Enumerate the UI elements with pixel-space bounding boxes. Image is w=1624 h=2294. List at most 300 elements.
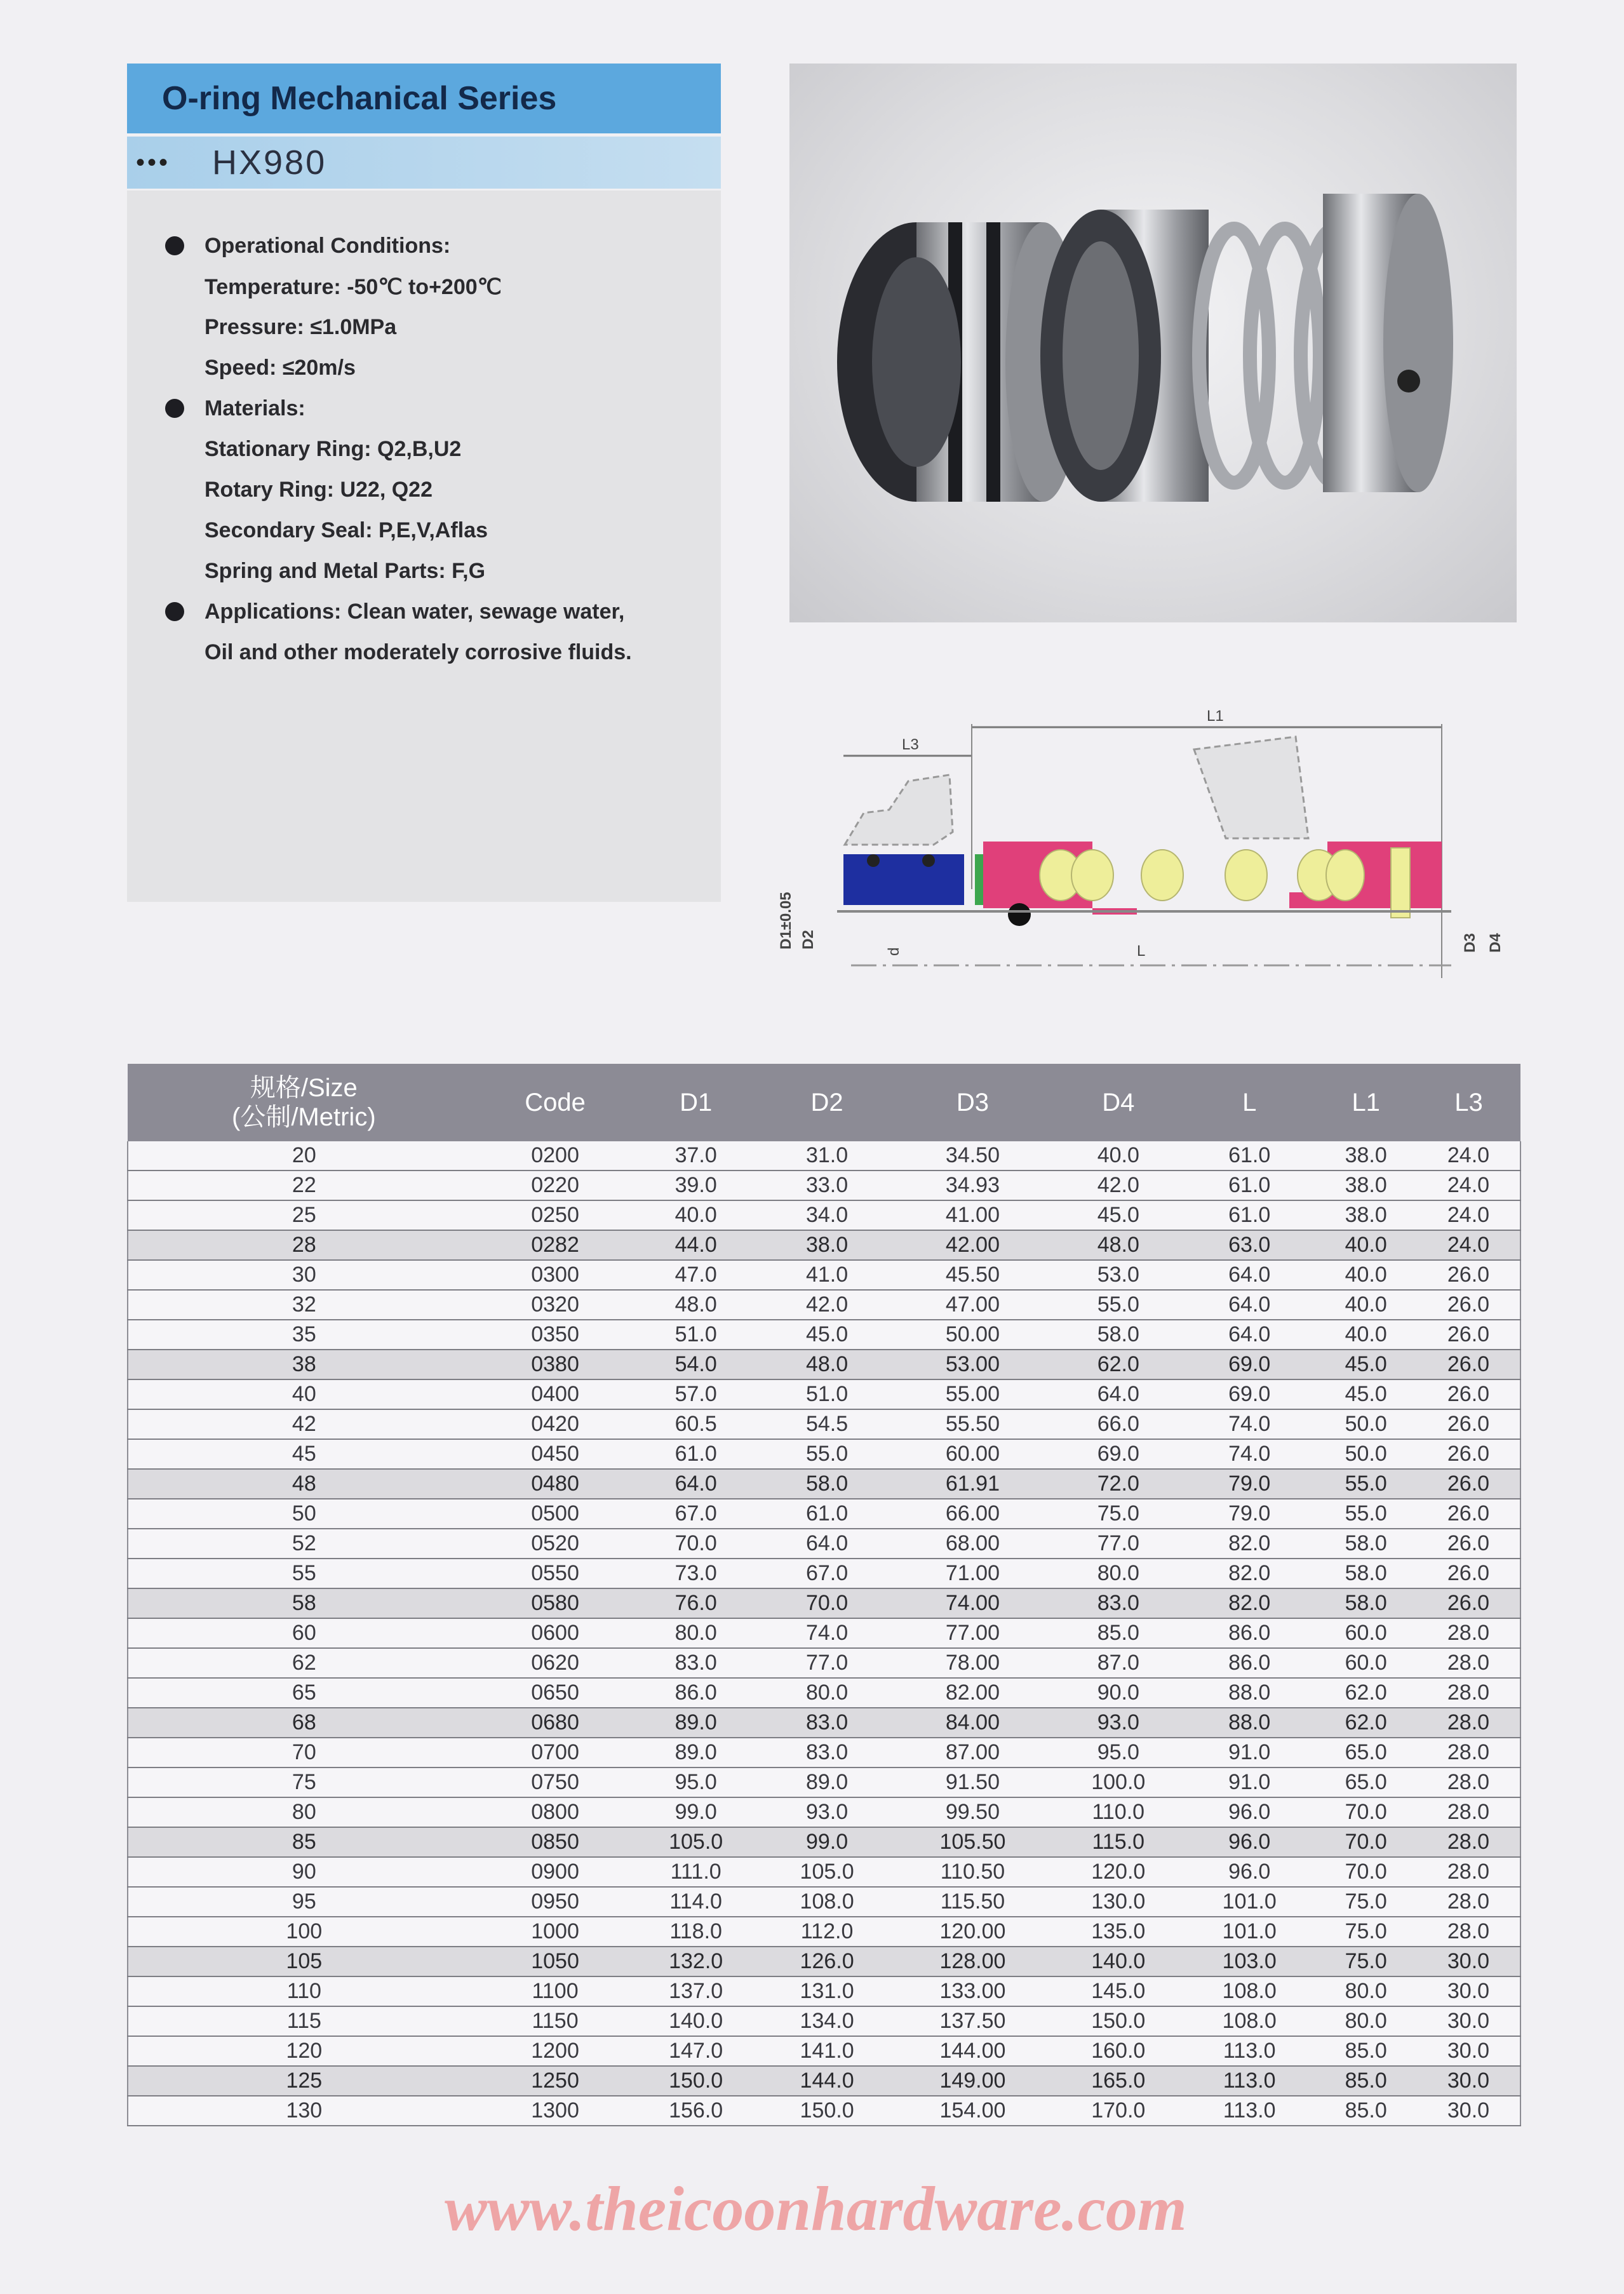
mechanical-seal-image bbox=[789, 64, 1517, 622]
table-cell: 82.0 bbox=[1184, 1588, 1315, 1618]
series-title: O-ring Mechanical Series bbox=[162, 80, 557, 117]
table-cell: 0220 bbox=[480, 1170, 631, 1200]
table-cell: 75.0 bbox=[1053, 1499, 1184, 1529]
table-cell: 38 bbox=[128, 1350, 480, 1379]
temperature: Temperature: -50℃ to+200℃ bbox=[205, 275, 502, 299]
table-cell: 62.0 bbox=[1315, 1708, 1417, 1738]
table-cell: 93.0 bbox=[1053, 1708, 1184, 1738]
table-cell: 68.00 bbox=[892, 1529, 1052, 1559]
table-cell: 50.00 bbox=[892, 1320, 1052, 1350]
table-cell: 0750 bbox=[480, 1767, 631, 1797]
table-cell: 66.0 bbox=[1053, 1409, 1184, 1439]
table-cell: 60.00 bbox=[892, 1439, 1052, 1469]
model-name: HX980 bbox=[212, 144, 327, 182]
dim-d2-label: D2 bbox=[800, 930, 817, 949]
table-cell: 87.0 bbox=[1053, 1648, 1184, 1678]
table-cell: 85.0 bbox=[1315, 2096, 1417, 2126]
table-cell: 80 bbox=[128, 1797, 480, 1827]
table-row bbox=[128, 1917, 1520, 1947]
table-cell: 0620 bbox=[480, 1648, 631, 1678]
seal-cross-section-diagram bbox=[762, 699, 1524, 978]
table-cell: 132.0 bbox=[630, 1947, 761, 1976]
table-cell: 115.0 bbox=[1053, 1827, 1184, 1857]
table-cell: 55.0 bbox=[762, 1439, 892, 1469]
table-cell: 85.0 bbox=[1053, 1618, 1184, 1648]
table-row bbox=[128, 1648, 1520, 1678]
table-cell: 30.0 bbox=[1417, 1947, 1520, 1976]
table-cell: 61.0 bbox=[762, 1499, 892, 1529]
table-cell: 83.0 bbox=[762, 1738, 892, 1767]
table-cell: 55.50 bbox=[892, 1409, 1052, 1439]
table-cell: 95 bbox=[128, 1887, 480, 1917]
table-cell: 60 bbox=[128, 1618, 480, 1648]
table-row bbox=[128, 1260, 1520, 1290]
table-cell: 61.91 bbox=[892, 1469, 1052, 1499]
table-cell: 99.0 bbox=[762, 1827, 892, 1857]
table-cell: 156.0 bbox=[630, 2096, 761, 2126]
table-cell: 1200 bbox=[480, 2036, 631, 2066]
table-cell: 86.0 bbox=[630, 1678, 761, 1708]
model-bar bbox=[127, 137, 721, 189]
table-cell: 82.0 bbox=[1184, 1559, 1315, 1588]
table-cell: 40 bbox=[128, 1379, 480, 1409]
table-cell: 95.0 bbox=[630, 1767, 761, 1797]
table-cell: 44.0 bbox=[630, 1230, 761, 1260]
table-cell: 71.00 bbox=[892, 1559, 1052, 1588]
table-cell: 26.0 bbox=[1417, 1559, 1520, 1588]
table-cell: 145.0 bbox=[1053, 1976, 1184, 2006]
table-cell: 100 bbox=[128, 1917, 480, 1947]
table-cell: 114.0 bbox=[630, 1887, 761, 1917]
table-cell: 70.0 bbox=[1315, 1797, 1417, 1827]
table-cell: 30.0 bbox=[1417, 2036, 1520, 2066]
table-row bbox=[128, 1230, 1520, 1260]
table-cell: 93.0 bbox=[762, 1797, 892, 1827]
table-cell: 24.0 bbox=[1417, 1200, 1520, 1230]
table-cell: 52 bbox=[128, 1529, 480, 1559]
table-cell: 62.0 bbox=[1315, 1678, 1417, 1708]
table-cell: 70.0 bbox=[1315, 1857, 1417, 1887]
table-cell: 1300 bbox=[480, 2096, 631, 2126]
table-row bbox=[128, 2036, 1520, 2066]
table-cell: 0900 bbox=[480, 1857, 631, 1887]
table-cell: 55.0 bbox=[1315, 1469, 1417, 1499]
table-cell: 96.0 bbox=[1184, 1857, 1315, 1887]
table-cell: 165.0 bbox=[1053, 2066, 1184, 2096]
table-row bbox=[128, 2006, 1520, 2036]
table-cell: 120.00 bbox=[892, 1917, 1052, 1947]
table-cell: 82.0 bbox=[1184, 1529, 1315, 1559]
table-cell: 64.0 bbox=[1184, 1260, 1315, 1290]
table-row bbox=[128, 1827, 1520, 1857]
table-cell: 0400 bbox=[480, 1379, 631, 1409]
table-cell: 40.0 bbox=[1315, 1320, 1417, 1350]
table-cell: 0420 bbox=[480, 1409, 631, 1439]
table-cell: 55.0 bbox=[1315, 1499, 1417, 1529]
table-cell: 48.0 bbox=[630, 1290, 761, 1320]
table-cell: 99.0 bbox=[630, 1797, 761, 1827]
table-cell: 47.00 bbox=[892, 1290, 1052, 1320]
table-cell: 135.0 bbox=[1053, 1917, 1184, 1947]
table-cell: 48 bbox=[128, 1469, 480, 1499]
table-cell: 90 bbox=[128, 1857, 480, 1887]
table-cell: 40.0 bbox=[1053, 1141, 1184, 1170]
table-cell: 100.0 bbox=[1053, 1767, 1184, 1797]
table-cell: 0480 bbox=[480, 1469, 631, 1499]
table-cell: 28 bbox=[128, 1230, 480, 1260]
table-cell: 28.0 bbox=[1417, 1767, 1520, 1797]
table-cell: 140.0 bbox=[1053, 1947, 1184, 1976]
dim-l-label: L bbox=[1137, 942, 1146, 960]
table-cell: 34.50 bbox=[892, 1141, 1052, 1170]
table-cell: 20 bbox=[128, 1141, 480, 1170]
table-cell: 40.0 bbox=[1315, 1290, 1417, 1320]
table-cell: 1150 bbox=[480, 2006, 631, 2036]
table-row bbox=[128, 1678, 1520, 1708]
table-cell: 141.0 bbox=[762, 2036, 892, 2066]
table-cell: 28.0 bbox=[1417, 1648, 1520, 1678]
table-cell: 0350 bbox=[480, 1320, 631, 1350]
table-cell: 61.0 bbox=[1184, 1141, 1315, 1170]
table-cell: 45.0 bbox=[1315, 1350, 1417, 1379]
table-cell: 30.0 bbox=[1417, 2006, 1520, 2036]
table-row bbox=[128, 1947, 1520, 1976]
table-cell: 61.0 bbox=[1184, 1200, 1315, 1230]
table-cell: 69.0 bbox=[1053, 1439, 1184, 1469]
table-cell: 80.0 bbox=[1053, 1559, 1184, 1588]
secondary-seal: Secondary Seal: P,E,V,Aflas bbox=[205, 518, 488, 542]
table-cell: 42.0 bbox=[762, 1290, 892, 1320]
table-cell: 110.0 bbox=[1053, 1797, 1184, 1827]
table-cell: 58.0 bbox=[1053, 1320, 1184, 1350]
table-cell: 65 bbox=[128, 1678, 480, 1708]
table-row bbox=[128, 1708, 1520, 1738]
table-cell: 34.93 bbox=[892, 1170, 1052, 1200]
table-cell: 57.0 bbox=[630, 1379, 761, 1409]
table-cell: 83.0 bbox=[630, 1648, 761, 1678]
table-cell: 60.0 bbox=[1315, 1618, 1417, 1648]
table-cell: 70.0 bbox=[1315, 1827, 1417, 1857]
table-cell: 85.0 bbox=[1315, 2036, 1417, 2066]
table-cell: 67.0 bbox=[762, 1559, 892, 1588]
table-cell: 0320 bbox=[480, 1290, 631, 1320]
table-cell: 83.0 bbox=[1053, 1588, 1184, 1618]
table-cell: 45.0 bbox=[1315, 1379, 1417, 1409]
table-cell: 65.0 bbox=[1315, 1767, 1417, 1797]
header-l1: L1 bbox=[1315, 1064, 1417, 1141]
table-cell: 26.0 bbox=[1417, 1350, 1520, 1379]
table-cell: 28.0 bbox=[1417, 1857, 1520, 1887]
operational-heading: Operational Conditions: bbox=[205, 234, 451, 258]
table-row bbox=[128, 1588, 1520, 1618]
table-cell: 85 bbox=[128, 1827, 480, 1857]
table-cell: 75.0 bbox=[1315, 1947, 1417, 1976]
table-cell: 28.0 bbox=[1417, 1708, 1520, 1738]
table-cell: 134.0 bbox=[762, 2006, 892, 2036]
table-cell: 0650 bbox=[480, 1678, 631, 1708]
table-cell: 26.0 bbox=[1417, 1588, 1520, 1618]
table-cell: 0600 bbox=[480, 1618, 631, 1648]
table-cell: 0300 bbox=[480, 1260, 631, 1290]
table-cell: 70.0 bbox=[630, 1529, 761, 1559]
table-cell: 130.0 bbox=[1053, 1887, 1184, 1917]
table-cell: 35 bbox=[128, 1320, 480, 1350]
applications: Applications: Clean water, sewage water, bbox=[205, 600, 625, 624]
table-row bbox=[128, 1350, 1520, 1379]
table-cell: 55 bbox=[128, 1559, 480, 1588]
table-cell: 68 bbox=[128, 1708, 480, 1738]
table-cell: 147.0 bbox=[630, 2036, 761, 2066]
table-cell: 28.0 bbox=[1417, 1618, 1520, 1648]
table-cell: 51.0 bbox=[630, 1320, 761, 1350]
dim-d4-label: D4 bbox=[1487, 933, 1504, 953]
table-cell: 28.0 bbox=[1417, 1678, 1520, 1708]
table-cell: 128.00 bbox=[892, 1947, 1052, 1976]
table-cell: 77.0 bbox=[762, 1648, 892, 1678]
stationary-ring: Stationary Ring: Q2,B,U2 bbox=[205, 437, 462, 461]
table-cell: 76.0 bbox=[630, 1588, 761, 1618]
table-cell: 38.0 bbox=[1315, 1200, 1417, 1230]
table-cell: 75.0 bbox=[1315, 1887, 1417, 1917]
table-cell: 53.0 bbox=[1053, 1260, 1184, 1290]
table-row bbox=[128, 1379, 1520, 1409]
table-cell: 28.0 bbox=[1417, 1827, 1520, 1857]
table-row bbox=[128, 1857, 1520, 1887]
table-cell: 24.0 bbox=[1417, 1230, 1520, 1260]
table-cell: 86.0 bbox=[1184, 1618, 1315, 1648]
product-photo bbox=[789, 64, 1517, 622]
table-cell: 80.0 bbox=[630, 1618, 761, 1648]
header-l3: L3 bbox=[1417, 1064, 1520, 1141]
table-cell: 89.0 bbox=[630, 1708, 761, 1738]
table-cell: 115 bbox=[128, 2006, 480, 2036]
watermark: www.theicoonhardware.com bbox=[445, 2173, 1187, 2244]
table-cell: 137.50 bbox=[892, 2006, 1052, 2036]
table-cell: 150.0 bbox=[630, 2066, 761, 2096]
table-cell: 86.0 bbox=[1184, 1648, 1315, 1678]
table-cell: 45.0 bbox=[1053, 1200, 1184, 1230]
table-cell: 110 bbox=[128, 1976, 480, 2006]
table-cell: 30.0 bbox=[1417, 1976, 1520, 2006]
table-cell: 133.00 bbox=[892, 1976, 1052, 2006]
table-cell: 38.0 bbox=[1315, 1170, 1417, 1200]
table-cell: 64.0 bbox=[1184, 1320, 1315, 1350]
table-cell: 105.0 bbox=[762, 1857, 892, 1887]
table-cell: 88.0 bbox=[1184, 1678, 1315, 1708]
table-cell: 0520 bbox=[480, 1529, 631, 1559]
table-cell: 47.0 bbox=[630, 1260, 761, 1290]
table-cell: 111.0 bbox=[630, 1857, 761, 1887]
table-cell: 50 bbox=[128, 1499, 480, 1529]
table-cell: 108.0 bbox=[1184, 1976, 1315, 2006]
table-cell: 40.0 bbox=[1315, 1260, 1417, 1290]
table-cell: 55.00 bbox=[892, 1379, 1052, 1409]
table-cell: 26.0 bbox=[1417, 1379, 1520, 1409]
dim-l3-label: L3 bbox=[902, 736, 919, 753]
table-cell: 41.00 bbox=[892, 1200, 1052, 1230]
table-cell: 58.0 bbox=[1315, 1588, 1417, 1618]
table-cell: 1050 bbox=[480, 1947, 631, 1976]
table-cell: 26.0 bbox=[1417, 1290, 1520, 1320]
table-cell: 62.0 bbox=[1053, 1350, 1184, 1379]
table-row bbox=[128, 1439, 1520, 1469]
table-cell: 125 bbox=[128, 2066, 480, 2096]
table-cell: 40.0 bbox=[1315, 1230, 1417, 1260]
table-cell: 72.0 bbox=[1053, 1469, 1184, 1499]
table-cell: 91.50 bbox=[892, 1767, 1052, 1797]
table-cell: 50.0 bbox=[1315, 1439, 1417, 1469]
table-cell: 150.0 bbox=[1053, 2006, 1184, 2036]
table-cell: 0580 bbox=[480, 1588, 631, 1618]
table-cell: 70 bbox=[128, 1738, 480, 1767]
dots-icon: ••• bbox=[136, 148, 171, 177]
table-row bbox=[128, 1767, 1520, 1797]
table-cell: 108.0 bbox=[1184, 2006, 1315, 2036]
table-row bbox=[128, 1559, 1520, 1588]
table-cell: 87.00 bbox=[892, 1738, 1052, 1767]
table-cell: 82.00 bbox=[892, 1678, 1052, 1708]
rotary-ring: Rotary Ring: U22, Q22 bbox=[205, 478, 433, 502]
table-cell: 26.0 bbox=[1417, 1439, 1520, 1469]
table-cell: 126.0 bbox=[762, 1947, 892, 1976]
table-cell: 64.0 bbox=[1053, 1379, 1184, 1409]
table-cell: 83.0 bbox=[762, 1708, 892, 1738]
table-cell: 26.0 bbox=[1417, 1260, 1520, 1290]
table-cell: 84.00 bbox=[892, 1708, 1052, 1738]
table-cell: 149.00 bbox=[892, 2066, 1052, 2096]
table-cell: 28.0 bbox=[1417, 1797, 1520, 1827]
header-d3: D3 bbox=[892, 1064, 1052, 1141]
table-cell: 160.0 bbox=[1053, 2036, 1184, 2066]
table-cell: 26.0 bbox=[1417, 1469, 1520, 1499]
table-cell: 48.0 bbox=[762, 1350, 892, 1379]
table-cell: 60.5 bbox=[630, 1409, 761, 1439]
table-cell: 25 bbox=[128, 1200, 480, 1230]
table-row bbox=[128, 1797, 1520, 1827]
table-cell: 103.0 bbox=[1184, 1947, 1315, 1976]
table-cell: 42 bbox=[128, 1409, 480, 1439]
table-cell: 50.0 bbox=[1315, 1409, 1417, 1439]
table-cell: 0850 bbox=[480, 1827, 631, 1857]
dim-d3-label: D3 bbox=[1461, 933, 1479, 953]
table-row bbox=[128, 1976, 1520, 2006]
table-cell: 91.0 bbox=[1184, 1767, 1315, 1797]
table-cell: 67.0 bbox=[630, 1499, 761, 1529]
table-cell: 113.0 bbox=[1184, 2096, 1315, 2126]
table-cell: 144.0 bbox=[762, 2066, 892, 2096]
dim-d-label: d bbox=[885, 947, 903, 956]
bullet-icon bbox=[165, 602, 184, 621]
table-body bbox=[128, 1141, 1520, 2126]
table-cell: 75.0 bbox=[1315, 1917, 1417, 1947]
table-cell: 96.0 bbox=[1184, 1827, 1315, 1857]
table-row bbox=[128, 1738, 1520, 1767]
table-row bbox=[128, 1320, 1520, 1350]
table-cell: 105.0 bbox=[630, 1827, 761, 1857]
header-d4: D4 bbox=[1053, 1064, 1184, 1141]
table-cell: 77.00 bbox=[892, 1618, 1052, 1648]
table-cell: 80.0 bbox=[1315, 2006, 1417, 2036]
table-row bbox=[128, 1529, 1520, 1559]
table-cell: 26.0 bbox=[1417, 1499, 1520, 1529]
table-cell: 28.0 bbox=[1417, 1738, 1520, 1767]
table-cell: 150.0 bbox=[762, 2096, 892, 2126]
table-cell: 30 bbox=[128, 1260, 480, 1290]
table-cell: 101.0 bbox=[1184, 1887, 1315, 1917]
table-cell: 61.0 bbox=[1184, 1170, 1315, 1200]
table-row bbox=[128, 1469, 1520, 1499]
table-cell: 58.0 bbox=[1315, 1559, 1417, 1588]
table-cell: 118.0 bbox=[630, 1917, 761, 1947]
table-cell: 45.0 bbox=[762, 1320, 892, 1350]
table-cell: 0250 bbox=[480, 1200, 631, 1230]
table-cell: 131.0 bbox=[762, 1976, 892, 2006]
table-cell: 89.0 bbox=[762, 1767, 892, 1797]
table-cell: 115.50 bbox=[892, 1887, 1052, 1917]
table-cell: 80.0 bbox=[1315, 1976, 1417, 2006]
table-cell: 38.0 bbox=[762, 1230, 892, 1260]
table-row bbox=[128, 1200, 1520, 1230]
table-cell: 74.0 bbox=[762, 1618, 892, 1648]
speed: Speed: ≤20m/s bbox=[205, 356, 356, 380]
table-cell: 74.0 bbox=[1184, 1409, 1315, 1439]
table-row bbox=[128, 2066, 1520, 2096]
table-cell: 113.0 bbox=[1184, 2036, 1315, 2066]
table-row bbox=[128, 2096, 1520, 2126]
table-cell: 75 bbox=[128, 1767, 480, 1797]
table-cell: 37.0 bbox=[630, 1141, 761, 1170]
table-cell: 91.0 bbox=[1184, 1738, 1315, 1767]
table-cell: 42.00 bbox=[892, 1230, 1052, 1260]
table-cell: 64.0 bbox=[630, 1469, 761, 1499]
table-cell: 0950 bbox=[480, 1887, 631, 1917]
table-cell: 61.0 bbox=[630, 1439, 761, 1469]
table-cell: 79.0 bbox=[1184, 1499, 1315, 1529]
table-cell: 58 bbox=[128, 1588, 480, 1618]
table-cell: 101.0 bbox=[1184, 1917, 1315, 1947]
table-cell: 69.0 bbox=[1184, 1350, 1315, 1379]
table-cell: 137.0 bbox=[630, 1976, 761, 2006]
table-cell: 140.0 bbox=[630, 2006, 761, 2036]
table-cell: 0500 bbox=[480, 1499, 631, 1529]
table-cell: 31.0 bbox=[762, 1141, 892, 1170]
table-cell: 70.0 bbox=[762, 1588, 892, 1618]
header-code: Code bbox=[480, 1064, 631, 1141]
table-cell: 28.0 bbox=[1417, 1887, 1520, 1917]
table-cell: 34.0 bbox=[762, 1200, 892, 1230]
table-cell: 1250 bbox=[480, 2066, 631, 2096]
table-cell: 64.0 bbox=[1184, 1290, 1315, 1320]
table-row bbox=[128, 1887, 1520, 1917]
table-cell: 79.0 bbox=[1184, 1469, 1315, 1499]
specifications-panel bbox=[127, 191, 721, 902]
table-cell: 0380 bbox=[480, 1350, 631, 1379]
pressure: Pressure: ≤1.0MPa bbox=[205, 315, 397, 339]
dim-l1-label: L1 bbox=[1207, 708, 1224, 725]
table-cell: 112.0 bbox=[762, 1917, 892, 1947]
table-cell: 0800 bbox=[480, 1797, 631, 1827]
table-cell: 120 bbox=[128, 2036, 480, 2066]
table-cell: 26.0 bbox=[1417, 1409, 1520, 1439]
bullet-icon bbox=[165, 236, 184, 255]
table-cell: 30.0 bbox=[1417, 2066, 1520, 2096]
table-cell: 28.0 bbox=[1417, 1917, 1520, 1947]
table-cell: 58.0 bbox=[762, 1469, 892, 1499]
table-cell: 85.0 bbox=[1315, 2066, 1417, 2096]
dimensions-table bbox=[127, 1064, 1521, 2126]
table-cell: 39.0 bbox=[630, 1170, 761, 1200]
table-cell: 74.00 bbox=[892, 1588, 1052, 1618]
